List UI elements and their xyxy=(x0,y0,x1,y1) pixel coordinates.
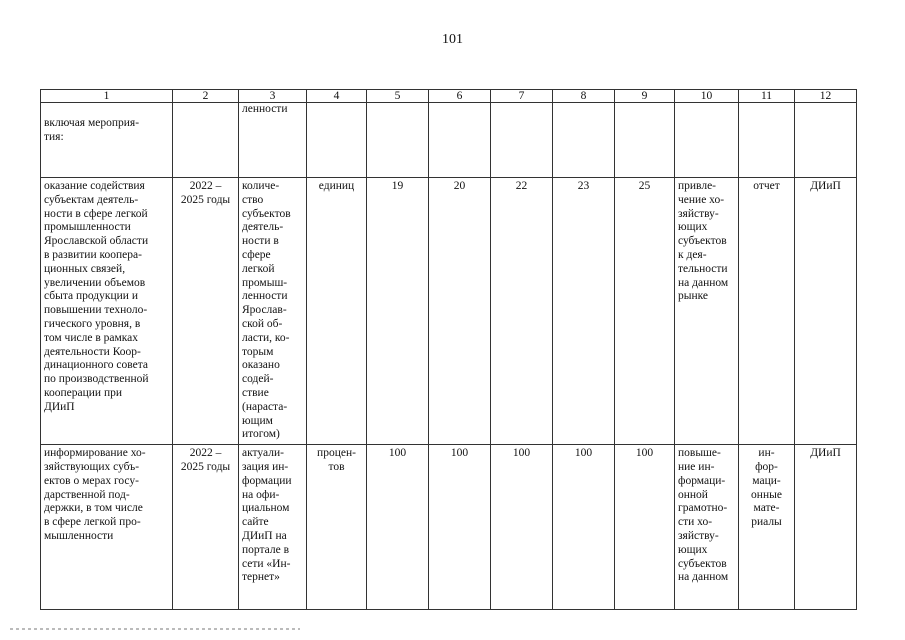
page-number: 101 xyxy=(442,32,463,47)
result-cell: привле- чение хо- зяйству- ющих субъектов к дея- тельности на данном рынке xyxy=(675,178,739,445)
table-cell xyxy=(367,103,429,178)
period-cell: 2022 – 2025 годы xyxy=(173,445,239,610)
column-number: 8 xyxy=(553,90,615,103)
indicator-cell: количе- ство субъектов деятель- ности в сфере легкой промыш- ленности Ярослав- ской об- ласти, ко- торым оказано содей- ствие (нараста- ющим итогом) xyxy=(239,178,307,445)
column-number: 2 xyxy=(173,90,239,103)
value-cell: 23 xyxy=(553,178,615,445)
value-cell: 22 xyxy=(491,178,553,445)
activity-cell: информирование хо- зяйствующих субъ- ектов о мерах госу- дарственной под- держки, в том числе в сфере легкой про- мышленности xyxy=(41,445,173,610)
source-cell: отчет xyxy=(739,178,795,445)
value-cell: 100 xyxy=(367,445,429,610)
column-number: 10 xyxy=(675,90,739,103)
table-cell xyxy=(675,103,739,178)
scan-artifact-line xyxy=(10,628,300,630)
column-number: 5 xyxy=(367,90,429,103)
value-cell: 100 xyxy=(491,445,553,610)
table-cell xyxy=(553,103,615,178)
plan-table xyxy=(40,89,857,610)
indicator-cell: актуали- зация ин- формации на офи- циальном сайте ДИиП на портале в сети «Ин- тернет» xyxy=(239,445,307,610)
table-cell xyxy=(429,103,491,178)
activity-cell: оказание содействия субъектам деятель- ности в сфере легкой промышленности Ярославской области в развитии коопера- ционных связей, увеличении объемов сбыта продукции и повышении техноло- гического уровня, в том числе в рамках деятельности Коор- динационного совета по производственной кооперации при ДИиП xyxy=(41,178,173,445)
value-cell: 100 xyxy=(615,445,675,610)
column-number: 9 xyxy=(615,90,675,103)
table-cell xyxy=(795,103,857,178)
unit-cell: единиц xyxy=(307,178,367,445)
value-cell: 100 xyxy=(553,445,615,610)
table-cell xyxy=(307,103,367,178)
table-cell xyxy=(739,103,795,178)
column-number: 3 xyxy=(239,90,307,103)
column-number: 12 xyxy=(795,90,857,103)
column-number: 11 xyxy=(739,90,795,103)
value-cell: 19 xyxy=(367,178,429,445)
executor-cell: ДИиП xyxy=(795,178,857,445)
executor-cell: ДИиП xyxy=(795,445,857,610)
value-cell: 20 xyxy=(429,178,491,445)
value-cell: 100 xyxy=(429,445,491,610)
period-cell: 2022 – 2025 годы xyxy=(173,178,239,445)
continuation-indicator: ленности xyxy=(239,103,307,178)
column-number: 7 xyxy=(491,90,553,103)
column-number: 6 xyxy=(429,90,491,103)
table-cell xyxy=(173,103,239,178)
continuation-row xyxy=(41,103,857,178)
column-number: 4 xyxy=(307,90,367,103)
table-row xyxy=(41,178,857,445)
table-row xyxy=(41,445,857,610)
result-cell: повыше- ние ин- формаци- онной грамотно- сти хо- зяйству- ющих субъектов на данном xyxy=(675,445,739,610)
table-cell xyxy=(615,103,675,178)
column-number-row xyxy=(41,90,857,103)
column-number: 1 xyxy=(41,90,173,103)
source-cell: ин- фор- маци- онные мате- риалы xyxy=(739,445,795,610)
value-cell: 25 xyxy=(615,178,675,445)
continuation-activity: включая мероприя- тия: xyxy=(41,103,173,178)
unit-cell: процен- тов xyxy=(307,445,367,610)
table-cell xyxy=(491,103,553,178)
